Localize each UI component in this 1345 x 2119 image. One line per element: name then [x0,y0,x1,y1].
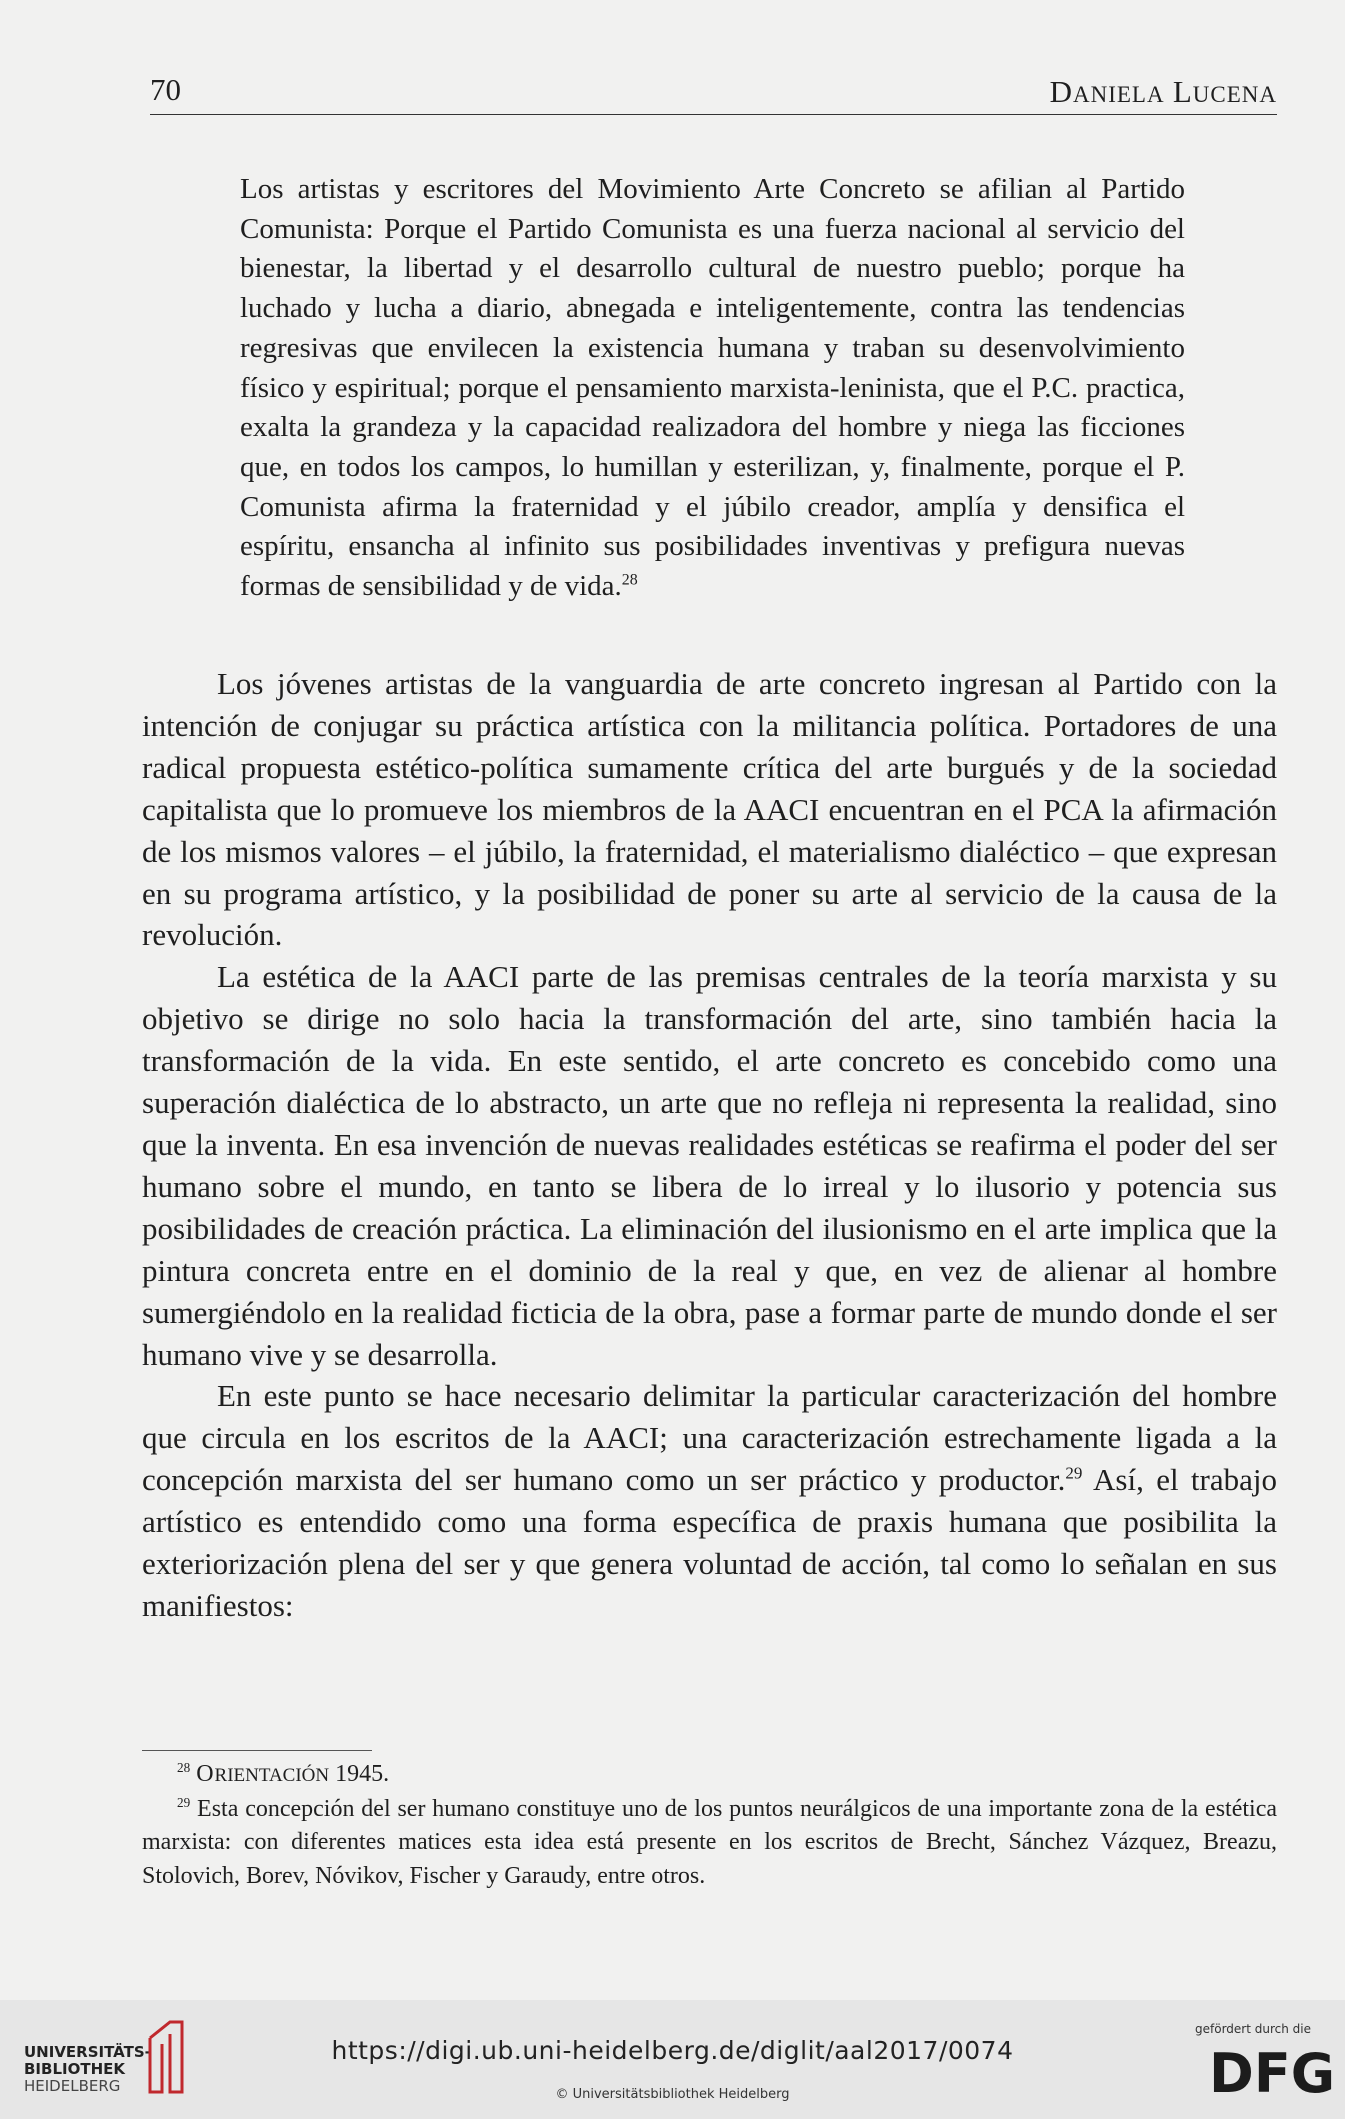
paragraph-3-part-1: En este punto se hace necesario delimitar la particular caracterización del hombre que circula en los escritos de la AACI; una caracterización estrechamente ligada a la concepción marxista del ser humano como un ser práctico y productor. [142,1378,1277,1498]
block-quote-text: Los artistas y escritores del Movimiento Arte Concreto se afilian al Partido Comunista: Porque el Partido Comunista es una fuerza nacional al servicio del bienestar, la libertad y el desarrollo cultural de nuestro pueblo; porque ha luchado y lucha a diario, abnegada e inteligentemente, contra las tendencias regresivas que envilecen la existencia humana y traban su desenvolvimiento físico y espiritual; porque el pensamiento marxista-leninista, que el P.C. practica, exalta la grandeza y la capacidad realizadora del hombre y niega las ficciones que, en todos los campos, lo humillan y esterilizan, y, finalmente, porque el P. Comunista afirma la fraternidad y el júbilo creador, amplía y densifica el espíritu, ensancha al infinito sus posibilidades inventivas y prefigura nuevas formas de sensibilidad y de vida. [240,173,1185,603]
permalink-url[interactable]: https://digi.ub.uni-heidelberg.de/diglit/aal2017/0074 [331,2036,1014,2065]
dfg-logo-icon [1209,2040,1336,2105]
paragraph-2: La estética de la AACI parte de las premisas centrales de la teoría marxista y su objetivo se dirige no solo hacia la transformación del arte, sino también hacia la transformación de la vida. En este sentido, el arte concreto es concebido como una superación dialéctica de lo abstracto, un arte que no refleja ni representa la realidad, sino que la inventa. En esa invención de nuevas realidades estéticas se reafirma el poder del ser humano sobre el mundo, en tanto se libera de lo irreal y lo ilusorio y potencia sus posibilidades de creación práctica. La eliminación del ilusionismo en el arte implica que la pintura concreta entre en el dominio de la real y que, en vez de alienar al hombre sumergiéndolo en la realidad ficticia de la obra, pase a formar parte de mundo donde el ser humano vive y se desarrolla. [142,959,1277,1372]
footnotes [142,1758,1277,1893]
library-name-line-3: HEIDELBERG [24,2077,121,2095]
footnote-29 [142,1793,1277,1894]
paragraph-1: Los jóvenes artistas de la vanguardia de arte concreto ingresan al Partido con la intención de conjugar su práctica artística con la militancia política. Portadores de una radical propuesta estético-política sumamente crítica del arte burgués y de la sociedad capitalista que lo promueve los miembros de la AACI encuentran en el PCA la afirmación de los mismos valores – el júbilo, la fraternidad, el materialismo dialéctico – que expresan en su programa artístico, y la posibilidad de poner su arte al servicio de la causa de la revolución. [142,666,1277,953]
dfg-logo-text: DFG [1209,2042,1336,2105]
footnote-28-smallcaps: RIENTACIÓN [214,1765,330,1786]
library-name-line-2: BIBLIOTHEK [24,2060,125,2078]
footnote-ref-29[interactable]: 29 [1065,1463,1083,1483]
footnote-28-year: 1945. [329,1761,390,1787]
funded-by-label: gefördert durch die [1195,2022,1311,2036]
block-quote [240,170,1185,607]
paragraph-3-part-2: Así, el trabajo artístico es entendido como una forma específica de praxis humana que posibilita la exteriorización plena del ser y que genera voluntad de acción, tal como lo señalan en sus manifiestos: [142,1462,1277,1623]
page-number: 70 [150,72,181,107]
paragraph-3 [142,1375,1277,1626]
viewer-footer [0,2000,1345,2119]
footnote-29-number: 29 [177,1794,191,1810]
author-rest-1: ANIELA [1072,82,1165,107]
author-initial-1: D [1049,74,1073,109]
footnote-28 [142,1758,1277,1793]
footnote-29-text: Esta concepción del ser humano constituye uno de los puntos neurálgicos de una importante zona de la estética marxista: con diferentes matices esta idea está presente en los escritos de Brecht, Sánchez Vázquez, Breazu, Stolovich, Borev, Nóvikov, Fischer y Garaudy, entre otros. [142,1795,1277,1889]
footnote-28-number: 28 [177,1760,191,1775]
body-text [142,663,1277,1627]
copyright-notice: © Universitätsbibliothek Heidelberg [555,2087,790,2102]
page-header [150,68,1277,115]
footnote-divider [142,1750,372,1751]
footnote-28-initial: O [196,1761,215,1787]
author-initial-2: L [1172,74,1193,109]
footnote-ref-28[interactable]: 28 [621,571,638,589]
author-rest-2: UCENA [1192,82,1277,107]
library-name-line-1: UNIVERSITÄTS- [24,2043,151,2061]
running-head-author [1050,74,1277,110]
